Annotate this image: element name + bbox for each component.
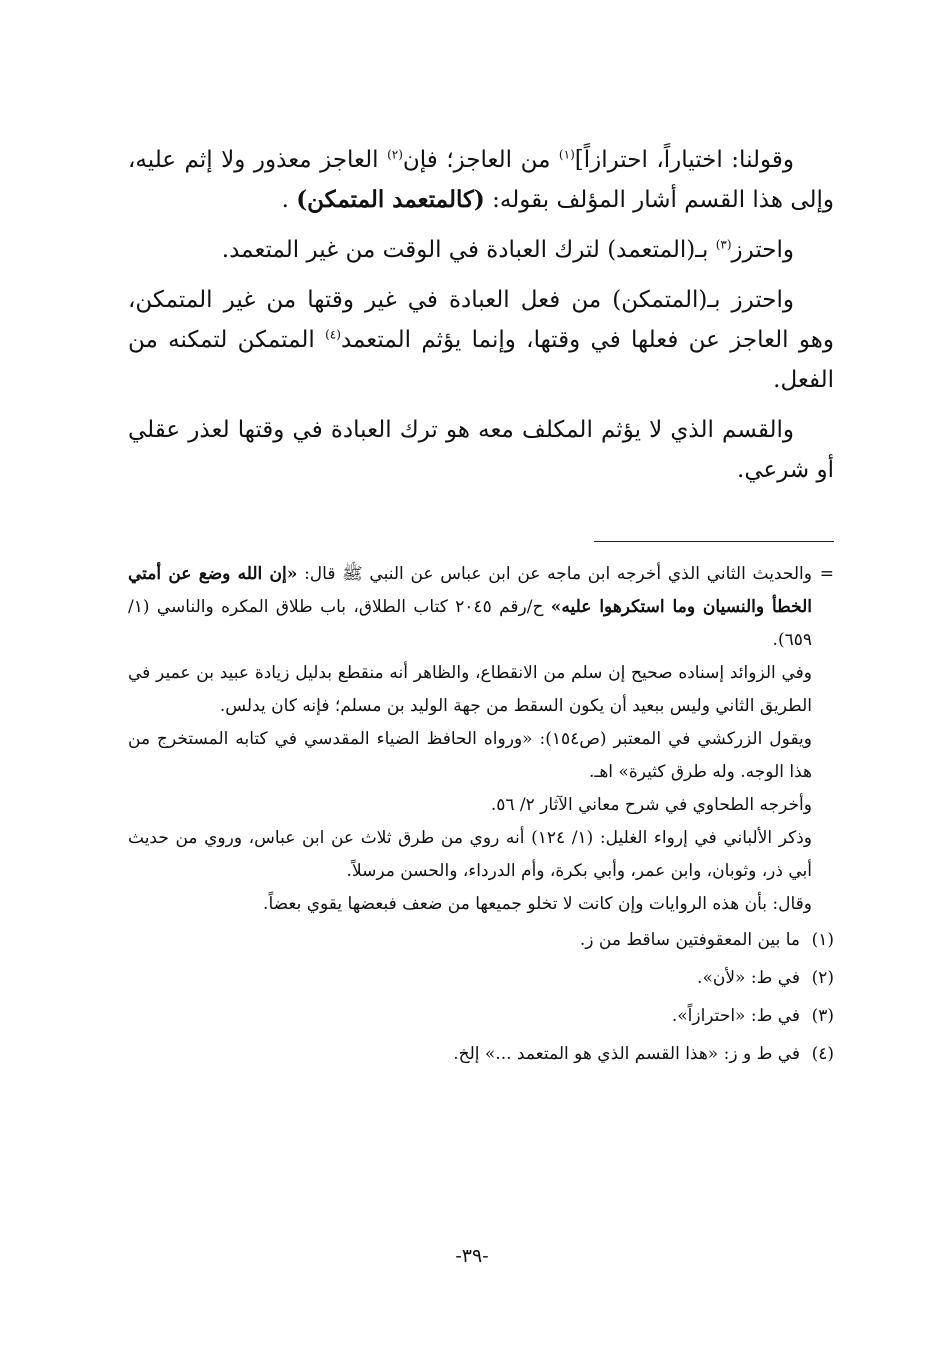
- main-text: [128, 140, 834, 500]
- footnote-2-number: (٢): [811, 968, 834, 988]
- paragraph-2-text-b: بـ(المتعمد) لترك العبادة في الوقت من غير المتعمد.: [221, 237, 716, 263]
- note-hadith: [128, 558, 812, 657]
- footnote-1: [128, 921, 834, 959]
- page-number: -٣٩-: [455, 1245, 489, 1267]
- footnote-4-number: (٤): [811, 1044, 834, 1064]
- footnote-4-text: في ط و ز: «هذا القسم الذي هو المتعمد ...» إلخ.: [453, 1044, 800, 1064]
- note-hadith-text-a: والحديث الثاني الذي أخرجه ابن ماجه عن ابن عباس عن النبي ﷺ قال:: [297, 564, 812, 584]
- footnote-ref-3: (٣): [715, 237, 732, 252]
- note-hadith-bold: «إن الله وضع عن أمتي الخطأ والنسيان وما استكرهوا عليه»: [128, 564, 812, 617]
- note-hadith-text-b: ح/رقم ٢٠٤٥ كتاب الطلاق، باب طلاق المكره والناسي (١/ ٦٥٩).: [128, 597, 812, 650]
- paragraph-1-text-a: وقولنا: اختياراً، احترازاً]: [574, 147, 794, 173]
- footnote-ref-4: (٤): [325, 327, 341, 342]
- continued-note-body: [128, 558, 812, 921]
- paragraph-2: [128, 230, 834, 270]
- paragraph-3-text-b: المتمكن لتمكنه من الفعل.: [128, 327, 834, 393]
- footnote-4: [128, 1035, 834, 1073]
- footnotes-section: [128, 558, 834, 1073]
- footnote-1-number: (١): [811, 930, 834, 950]
- paragraph-1-text-b: من العاجز؛ فإن: [402, 147, 559, 173]
- note-albani: وذكر الألباني في إرواء الغليل: (١/ ١٢٤) أنه روي من طرق ثلاث عن ابن عباس، وروي من حديث أبي ذر، وثوبان، وابن عمر، وأبي بكرة، وأم الدرداء، والحسن مرسلاً.: [128, 828, 812, 881]
- footnote-2-text: في ط: «لأن».: [697, 968, 800, 988]
- continued-note: [128, 558, 834, 921]
- paragraph-2-text-a: واحترز: [731, 237, 794, 263]
- paragraph-3: [128, 280, 834, 400]
- footnote-3: [128, 997, 834, 1035]
- paragraph-1-end: .: [281, 187, 297, 213]
- footnote-1-text: ما بين المعقوفتين ساقط من ز.: [579, 930, 800, 950]
- note-tahawi: وأخرجه الطحاوي في شرح معاني الآثار ٢/ ٥٦.: [490, 795, 812, 815]
- paragraph-1-text-c: العاجز معذور ولا إثم عليه، وإلى هذا القسم أشار المؤلف بقوله:: [128, 147, 834, 213]
- paragraph-3-text-a: واحترز بـ(المتمكن) من فعل العبادة في غير وقتها من غير المتمكن، وهو العاجز عن فعلها في وقتها، وإنما يؤثم المتعمد: [128, 287, 834, 353]
- continuation-mark: =: [819, 564, 834, 584]
- footnote-ref-1: (١): [558, 147, 575, 162]
- footnote-2: [128, 959, 834, 997]
- note-zarkashi: ويقول الزركشي في المعتبر (ص١٥٤): «ورواه الحافظ الضياء المقدسي في كتابه المستخرج من هذا الوجه. وله طرق كثيرة» اهـ.: [128, 729, 812, 782]
- footnote-ref-2: (٢): [387, 147, 403, 162]
- footnote-divider: [594, 541, 834, 542]
- paragraph-1-bold-quote: (كالمتعمد المتمكن): [296, 186, 485, 213]
- footnote-3-text: في ط: «احترازاً».: [671, 1006, 800, 1026]
- paragraph-1: [128, 140, 834, 220]
- footnote-3-number: (٣): [811, 1006, 834, 1026]
- note-albani-quote: وقال: بأن هذه الروايات وإن كانت لا تخلو جميعها من ضعف فبعضها يقوي بعضاً.: [263, 894, 812, 914]
- note-zawaid: وفي الزوائد إسناده صحيح إن سلم من الانقطاع، والظاهر أنه منقطع بدليل زيادة عبيد بن عمير في الطريق الثاني وليس ببعيد أن يكون السقط من جهة الوليد بن مسلم؛ فإنه كان يدلس.: [128, 663, 812, 716]
- paragraph-4: والقسم الذي لا يؤثم المكلف معه هو ترك العبادة في وقتها لعذر عقلي أو شرعي.: [128, 417, 834, 483]
